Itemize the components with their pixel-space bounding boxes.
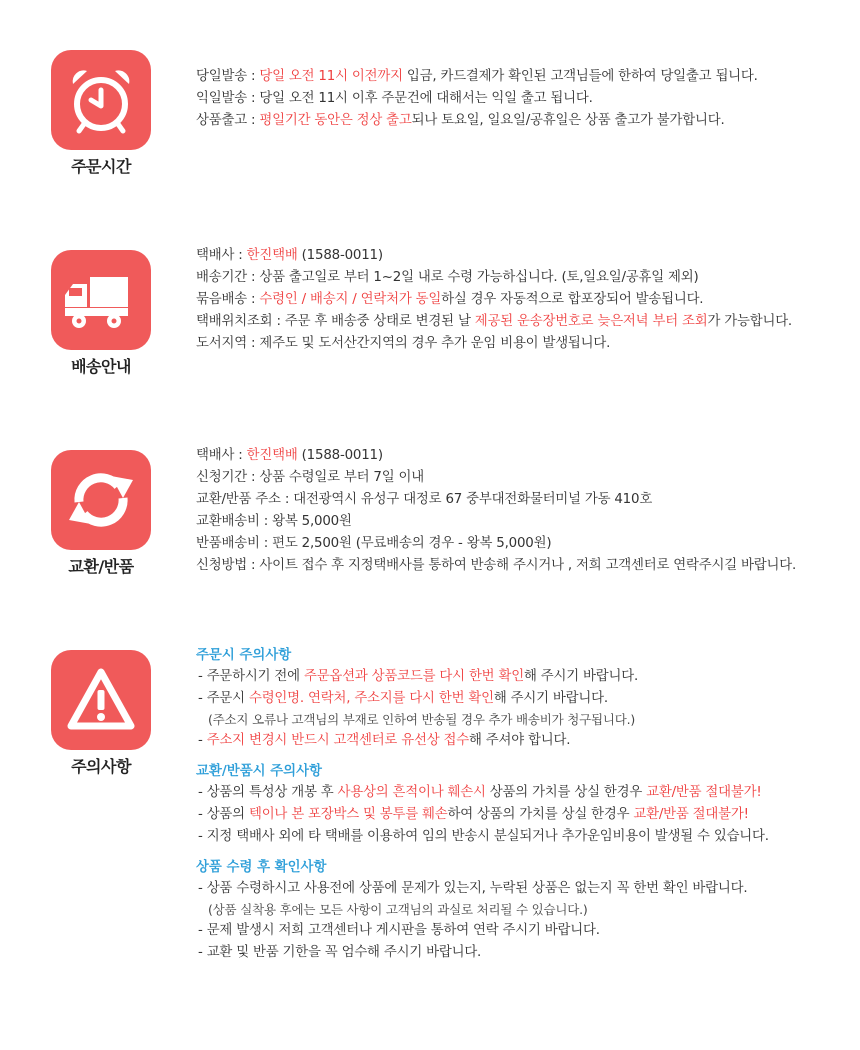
text-segment: - 주문시 xyxy=(198,691,249,706)
text-segment: - 상품의 xyxy=(198,807,249,822)
caution-item xyxy=(196,666,846,688)
highlight-text: 텍이나 본 포장박스 및 봉투를 훼손 xyxy=(248,807,448,822)
text-segment: 반품배송비 : 편도 2,500원 (무료배송의 경우 - 왕복 5,000원) xyxy=(196,536,552,551)
info-line xyxy=(196,267,846,289)
caution-text xyxy=(196,646,846,964)
caution-item xyxy=(196,826,846,848)
text-segment: 신청기간 : 상품 수령일로 부터 7일 이내 xyxy=(196,470,424,485)
text-segment: 상품출고 : xyxy=(196,113,260,128)
text-segment: 당일발송 : xyxy=(196,69,260,84)
highlight-text: 수령인 / 배송지 / 연락처가 동일 xyxy=(259,292,442,307)
highlight-text: 교환/반품 절대불가! xyxy=(633,807,749,822)
delivery-label: 배송안내 xyxy=(71,357,131,376)
text-segment: - 상품의 특성상 개봉 후 xyxy=(198,785,338,800)
highlight-text: 주소지 변경시 반드시 고객센터로 유선상 접수 xyxy=(206,733,469,748)
text-segment: 해 주시기 바랍니다. xyxy=(523,669,639,684)
caution-item xyxy=(196,688,846,710)
highlight-text: 사용상의 흔적이나 훼손시 xyxy=(337,785,486,800)
text-segment: 신청방법 : 사이트 접수 후 지정택배사를 통하여 반송해 주시거나 , 저희 고객센터로 연락주시길 바랍니다. xyxy=(196,558,797,573)
highlight-text: 수령인명. 연락처, 주소지를 다시 한번 확인 xyxy=(248,691,494,706)
caution-item xyxy=(196,920,846,942)
caution-item xyxy=(196,804,846,826)
caution-item xyxy=(196,878,846,900)
text-segment: 배송기간 : 상품 출고일로 부터 1~2일 내로 수령 가능하십니다. (토,일요일/공휴일 제외) xyxy=(196,270,699,285)
text-segment: 택배위치조회 : 주문 후 배송중 상태로 변경된 날 xyxy=(196,314,475,329)
info-line xyxy=(196,489,846,511)
text-segment: 택배사 : xyxy=(196,448,247,463)
highlight-text: 한진택배 xyxy=(246,448,298,463)
text-segment: 택배사 : xyxy=(196,248,247,263)
highlight-text: 주문옵션과 상품코드를 다시 한번 확인 xyxy=(303,669,524,684)
info-line xyxy=(196,533,846,555)
info-line xyxy=(196,88,846,110)
highlight-text: 당일 오전 11시 이전까지 xyxy=(259,69,403,84)
text-segment: (1588-0011) xyxy=(297,248,383,263)
info-line xyxy=(196,511,846,533)
caution-group-title: 교환/반품시 주의사항 xyxy=(196,764,322,779)
info-line xyxy=(196,555,846,577)
caution-item xyxy=(196,730,846,752)
info-line xyxy=(196,311,846,333)
text-segment: - 지정 택배사 외에 타 택배를 이용하여 임의 반송시 분실되거나 추가운임비용이 발생될 수 있습니다. xyxy=(198,829,769,844)
caution-group-title: 주문시 주의사항 xyxy=(196,648,292,663)
text-segment: (1588-0011) xyxy=(297,448,383,463)
text-segment: 입금, 카드결제가 확인된 고객님들에 한하여 당일출고 됩니다. xyxy=(402,69,758,84)
text-segment: 도서지역 : 제주도 및 도서산간지역의 경우 추가 운임 비용이 발생됩니다. xyxy=(196,336,611,351)
highlight-text: 교환/반품 절대불가! xyxy=(646,785,762,800)
text-segment: - 주문하시기 전에 xyxy=(198,669,304,684)
caution-label: 주의사항 xyxy=(71,757,131,776)
caution-note xyxy=(196,710,846,730)
refresh-arrows-icon xyxy=(51,450,151,550)
text-segment: - 문제 발생시 저희 고객센터나 게시판을 통하여 연락 주시기 바랍니다. xyxy=(198,923,600,938)
highlight-text: 제공된 운송장번호로 늦은저녁 부터 조회 xyxy=(474,314,708,329)
caution-note xyxy=(196,900,846,920)
order-time-text xyxy=(196,66,846,132)
text-segment: 익일발송 : 당일 오전 11시 이후 주문건에 대해서는 익일 출고 됩니다. xyxy=(196,91,593,106)
info-line xyxy=(196,110,846,132)
text-segment: 하여 상품의 가치를 상실 한경우 xyxy=(447,807,634,822)
text-segment: - xyxy=(198,733,207,748)
text-segment: (주소지 오류나 고객님의 부재로 인하여 반송될 경우 추가 배송비가 청구됩니다.) xyxy=(208,712,636,727)
text-segment: 해 주셔야 합니다. xyxy=(468,733,571,748)
caution-item xyxy=(196,782,846,804)
alarm-clock-icon xyxy=(51,50,151,150)
highlight-text: 한진택배 xyxy=(246,248,298,263)
info-line xyxy=(196,66,846,88)
text-segment: (상품 실착용 후에는 모든 사항이 고객님의 과실로 처리될 수 있습니다.) xyxy=(208,902,588,917)
delivery-text xyxy=(196,245,846,355)
caution-item xyxy=(196,942,846,964)
info-line xyxy=(196,333,846,355)
text-segment: - 교환 및 반품 기한을 꼭 엄수해 주시기 바랍니다. xyxy=(198,945,482,960)
text-segment: 교환/반품 주소 : 대전광역시 유성구 대정로 67 중부대전화물터미널 가동 410호 xyxy=(196,492,653,507)
text-segment: 되나 토요일, 일요일/공휴일은 상품 출고가 불가합니다. xyxy=(411,113,725,128)
info-line xyxy=(196,289,846,311)
delivery-truck-icon xyxy=(51,250,151,350)
text-segment: 하실 경우 자동적으로 합포장되어 발송됩니다. xyxy=(441,292,704,307)
text-segment: 교환배송비 : 왕복 5,000원 xyxy=(196,514,352,529)
text-segment: 해 주시기 바랍니다. xyxy=(493,691,608,706)
text-segment: 묶음배송 : xyxy=(196,292,260,307)
text-segment: - 상품 수령하시고 사용전에 상품에 문제가 있는지, 누락된 상품은 없는지 꼭 한번 확인 바랍니다. xyxy=(198,881,748,896)
exchange-text xyxy=(196,445,846,577)
info-line xyxy=(196,245,846,267)
text-segment: 상품의 가치를 상실 한경우 xyxy=(485,785,647,800)
info-line xyxy=(196,445,846,467)
highlight-text: 평일기간 동안은 정상 출고 xyxy=(259,113,412,128)
text-segment: 가 가능합니다. xyxy=(707,314,792,329)
exchange-label: 교환/반품 xyxy=(68,557,134,576)
warning-triangle-icon xyxy=(51,650,151,750)
caution-group-title: 상품 수령 후 확인사항 xyxy=(196,860,327,875)
order-time-label: 주문시간 xyxy=(71,157,131,176)
info-line xyxy=(196,467,846,489)
